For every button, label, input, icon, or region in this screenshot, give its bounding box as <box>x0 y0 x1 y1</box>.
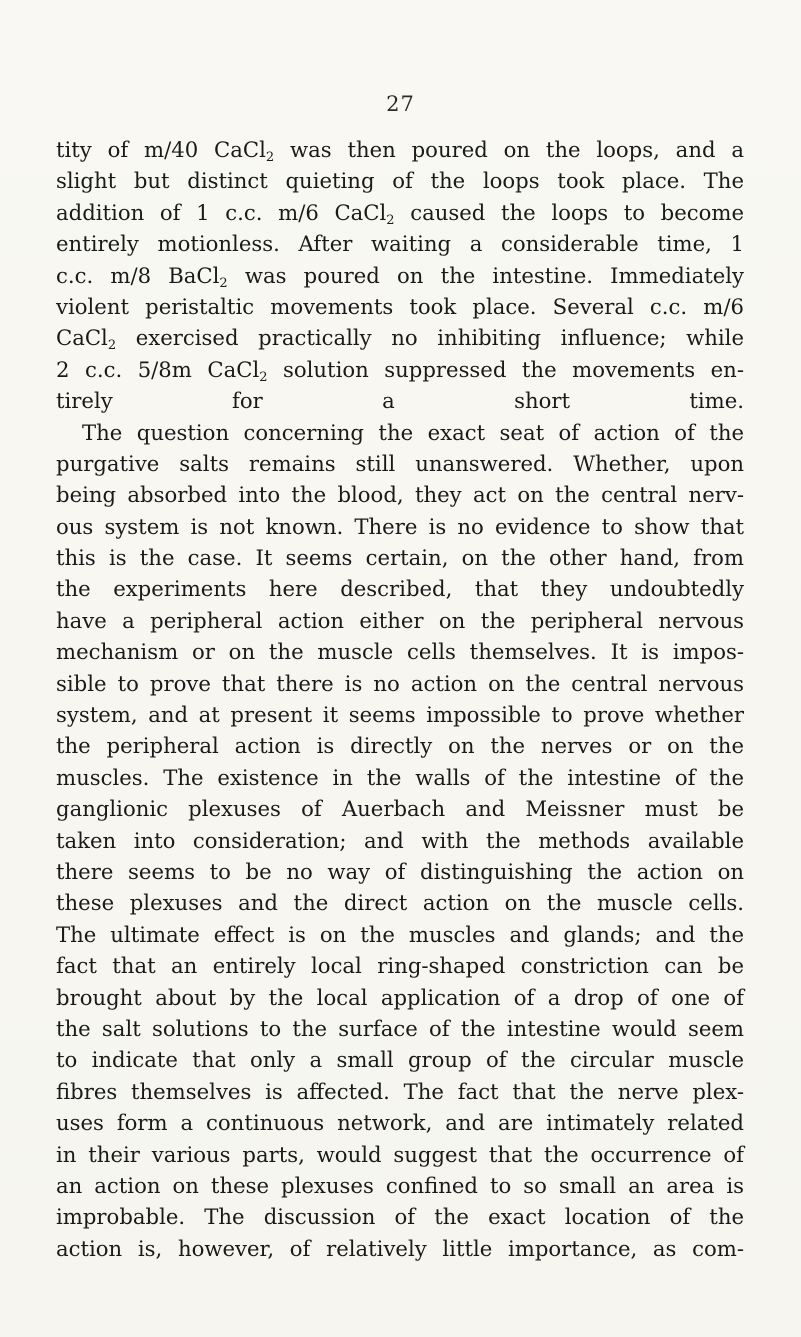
text-line <box>56 982 744 1013</box>
body-text <box>56 134 744 1264</box>
text-line <box>56 228 744 259</box>
text-segment: improbable. The discussion of the exact location of the <box>56 1204 744 1230</box>
subscript: 2 <box>107 338 117 354</box>
text-segment: caused the loops to become <box>394 199 744 225</box>
subscript: 2 <box>265 150 275 165</box>
text-segment: The question concerning the exact seat of action of the <box>82 419 744 445</box>
text-line <box>56 354 744 385</box>
text-line <box>56 762 744 793</box>
text-segment: this is the case. It seems certain, on the other hand, from <box>56 545 744 571</box>
text-line <box>56 699 744 730</box>
text-line <box>56 636 744 667</box>
text-line <box>56 1107 744 1138</box>
text-segment: sible to prove that there is no action on the central nervous <box>56 670 744 696</box>
subscript: 2 <box>386 212 395 228</box>
text-segment: c.c. m/8 BaCl <box>56 262 220 288</box>
text-line <box>56 1201 744 1232</box>
text-line <box>56 479 744 510</box>
text-segment: system, and at present it seems impossible to prove whether <box>56 702 744 728</box>
text-segment: The ultimate effect is on the muscles and glands; and the <box>56 921 744 947</box>
text-line <box>56 1170 744 1201</box>
text-segment: an action on these plexuses confined to so small an area is <box>56 1172 744 1198</box>
text-line <box>56 385 744 416</box>
text-line <box>56 605 744 636</box>
text-segment: fact that an entirely local ring-shaped constriction can be <box>56 953 744 979</box>
text-line <box>56 165 744 196</box>
text-line <box>56 1139 744 1170</box>
text-line <box>56 856 744 887</box>
text-segment: fibres themselves is affected. The fact that the nerve plex- <box>56 1078 744 1104</box>
text-line <box>56 919 744 950</box>
text-line <box>56 1233 744 1264</box>
text-segment: the peripheral action is directly on the nerves or on the <box>56 733 744 759</box>
text-line <box>56 793 744 824</box>
text-line <box>56 511 744 542</box>
text-segment: slight but distinct quieting of the loops took place. The <box>56 168 744 194</box>
text-line <box>56 542 744 573</box>
text-segment: taken into consideration; and with the methods available <box>56 827 744 853</box>
text-segment: brought about by the local application of a drop of one of <box>56 984 744 1010</box>
text-segment: these plexuses and the direct action on the muscle cells. <box>56 890 744 916</box>
subscript: 2 <box>219 275 228 291</box>
text-segment: tirely for a short time. <box>56 388 744 414</box>
text-segment: ous system is not known. There is no evidence to show that <box>56 513 744 539</box>
text-line <box>56 1076 744 1107</box>
text-segment: addition of 1 c.c. m/6 CaCl <box>56 199 387 225</box>
text-segment: in their various parts, would suggest that the occurrence of <box>56 1141 744 1167</box>
text-line <box>56 448 744 479</box>
text-segment: tity of m/40 CaCl <box>56 137 266 162</box>
text-segment: exercised practically no inhibiting influence; while <box>116 325 744 351</box>
text-segment: there seems to be no way of distinguishing the action on <box>56 858 744 884</box>
text-segment: CaCl <box>56 325 108 351</box>
page-number: 27 <box>386 92 415 116</box>
text-line <box>56 887 744 918</box>
text-segment: mechanism or on the muscle cells themselves. It is impos- <box>56 639 744 665</box>
text-line <box>56 730 744 761</box>
text-line <box>56 197 744 228</box>
text-line <box>56 950 744 981</box>
text-line <box>56 260 744 291</box>
text-line <box>56 1013 744 1044</box>
subscript: 2 <box>259 369 268 385</box>
text-line <box>56 573 744 604</box>
text-segment: uses form a continuous network, and are intimately related <box>56 1110 744 1136</box>
text-line <box>56 668 744 699</box>
text-segment: action is, however, of relatively little importance, as com- <box>56 1235 744 1261</box>
text-segment: violent peristaltic movements took place. Several c.c. m/6 <box>56 293 744 319</box>
text-line <box>56 322 744 353</box>
text-segment: purgative salts remains still unanswered. Whether, upon <box>56 450 744 476</box>
text-segment: 2 c.c. 5/8m CaCl <box>56 356 260 382</box>
text-segment: to indicate that only a small group of the circular muscle <box>56 1047 744 1073</box>
text-segment: being absorbed into the blood, they act on the central nerv- <box>56 482 744 508</box>
text-line <box>56 1044 744 1075</box>
text-segment: the salt solutions to the surface of the intestine would seem <box>56 1015 744 1041</box>
text-line <box>56 134 744 165</box>
text-segment: entirely motionless. After waiting a considerable time, 1 <box>56 231 744 257</box>
text-line <box>56 417 744 448</box>
text-line <box>56 291 744 322</box>
text-line <box>56 825 744 856</box>
text-segment: muscles. The existence in the walls of the intestine of the <box>56 764 744 790</box>
text-segment: ganglionic plexuses of Auerbach and Meissner must be <box>56 796 744 822</box>
text-segment: was poured on the intestine. Immediately <box>227 262 744 288</box>
text-segment: was then poured on the loops, and a <box>274 137 744 162</box>
text-segment: have a peripheral action either on the peripheral nervous <box>56 607 744 633</box>
text-segment: the experiments here described, that they undoubtedly <box>56 576 744 602</box>
text-segment: solution suppressed the movements en- <box>267 356 744 382</box>
